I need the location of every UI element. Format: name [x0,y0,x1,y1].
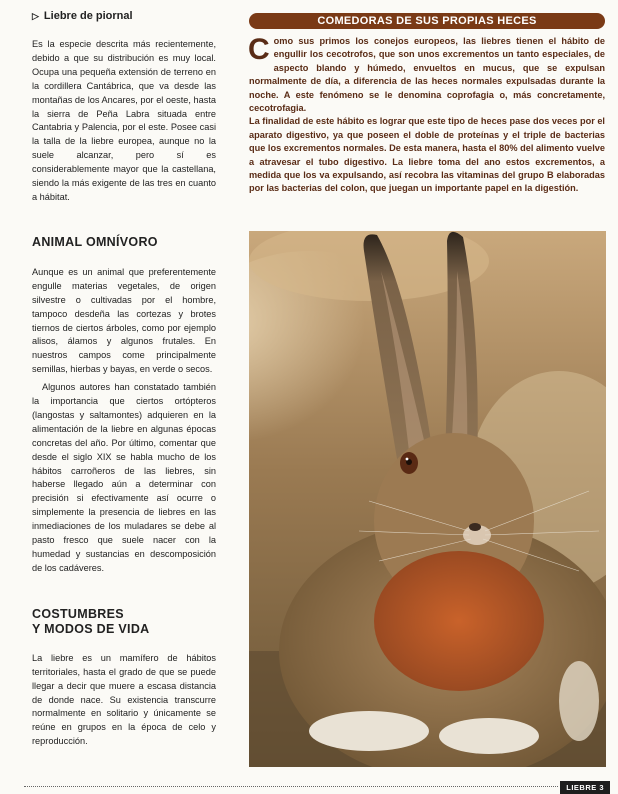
running-head [32,10,216,22]
sidebar-paragraph-1 [249,35,605,115]
section-heading-omnivoro: ANIMAL OMNÍVORO [32,234,158,249]
hare-photo [249,231,606,767]
costumbres-paragraph: La liebre es un mamífero de hábitos territoriales, hasta el grado de que se puede llegar a decir que muere a escasa distancia de donde nace. Su existencia transcurre normalmente en solitario y únicamente se reúne en grupos en la época de celo y reproducción. [32,652,216,747]
sidebar-paragraph-1-text: omo sus primos los conejos europeos, las liebres tienen el hábito de engullir los cecotrofos, que son unos excrementos un tanto especiales, de aspecto blando y húmedo, envueltos en mucus, que se expulsan normalmente de día, a diferencia de las heces normales expulsadas durante la noche. A este fenómeno se le denomina coprofagia o, más concretamente, cecotrofagia. [249,36,605,114]
sidebar-body [249,35,605,196]
left-column [24,6,216,749]
running-head-label: Liebre de piornal [43,10,133,22]
hare-photo-illustration [249,231,606,767]
drop-cap: C [248,33,270,66]
omnivoro-paragraph-2: Algunos autores han constatado también la importancia que ciertos ortópteros (langostas y saltamontes) adquieren en la alimentación de la liebre en algunas épocas concretas del año. Por último, comentar que desde el siglo XIX se habla mucho de los hábitos carroñeros de las liebres, sin haberse llegado aún a determinar con precisión si efectivamente así ocurre o simplemente la presencia de liebres en las inmediaciones de los muladares se debe al pasto fresco que suele nacer con la humedad y sustancias en descomposición de los cadáveres. [32,382,216,573]
sidebar-box [249,13,605,196]
costumbres-heading-line2: Y MODOS DE VIDA [32,621,150,636]
costumbres-heading-line1: COSTUMBRES [32,606,124,621]
folio-label: LIEBRE 3 [560,781,610,794]
section-heading-costumbres [24,607,216,637]
footer-rule [24,786,558,787]
triangle-icon: ▷ [32,10,39,21]
intro-paragraph: Es la especie descrita más recientemente, debido a que su distribución es muy local. Ocupa una pequeña extensión de terreno en la cordillera Cantábrica, que va desde las montañas de los Ancares, por el oeste, hasta la sierra de Peña Labra situada entre Cantabria y Palencia, por el este. Posee casi la talla de la liebre europea, aunque no la suele alcanzar, pero sí es considerablemente mayor que la castellana, siendo la más exigente de las tres en cuanto a hábitat. [32,39,216,202]
sidebar-heading: COMEDORAS DE SUS PROPIAS HECES [249,13,605,29]
omnivoro-paragraph-1: Aunque es un animal que preferentemente engulle materias vegetales, de origen silvestre o cultivadas por el hombre, tampoco desdeña las cortezas y brotes tiernos de ciertos árboles, como por ejemplo alisos, álamos y algunos frutales. En nuestros campos come principalmente semillas, hierbas y bayas, en verde o secos. [32,266,216,375]
sidebar-paragraph-2: La finalidad de este hábito es lograr que este tipo de heces pase dos veces por el aparato digestivo, ya que poseen el doble de proteínas y el triple de bacterias que los excrementos normales. De esta manera, hasta el 80% del alimento vuelve a atravesar el tubo digestivo. La liebre toma del ano estos excrementos, a medida que los va expulsando, así recobra las vitaminas del grupo B elaboradas por las bacterias del colon, que juegan un importante papel en la digestión. [249,116,605,194]
